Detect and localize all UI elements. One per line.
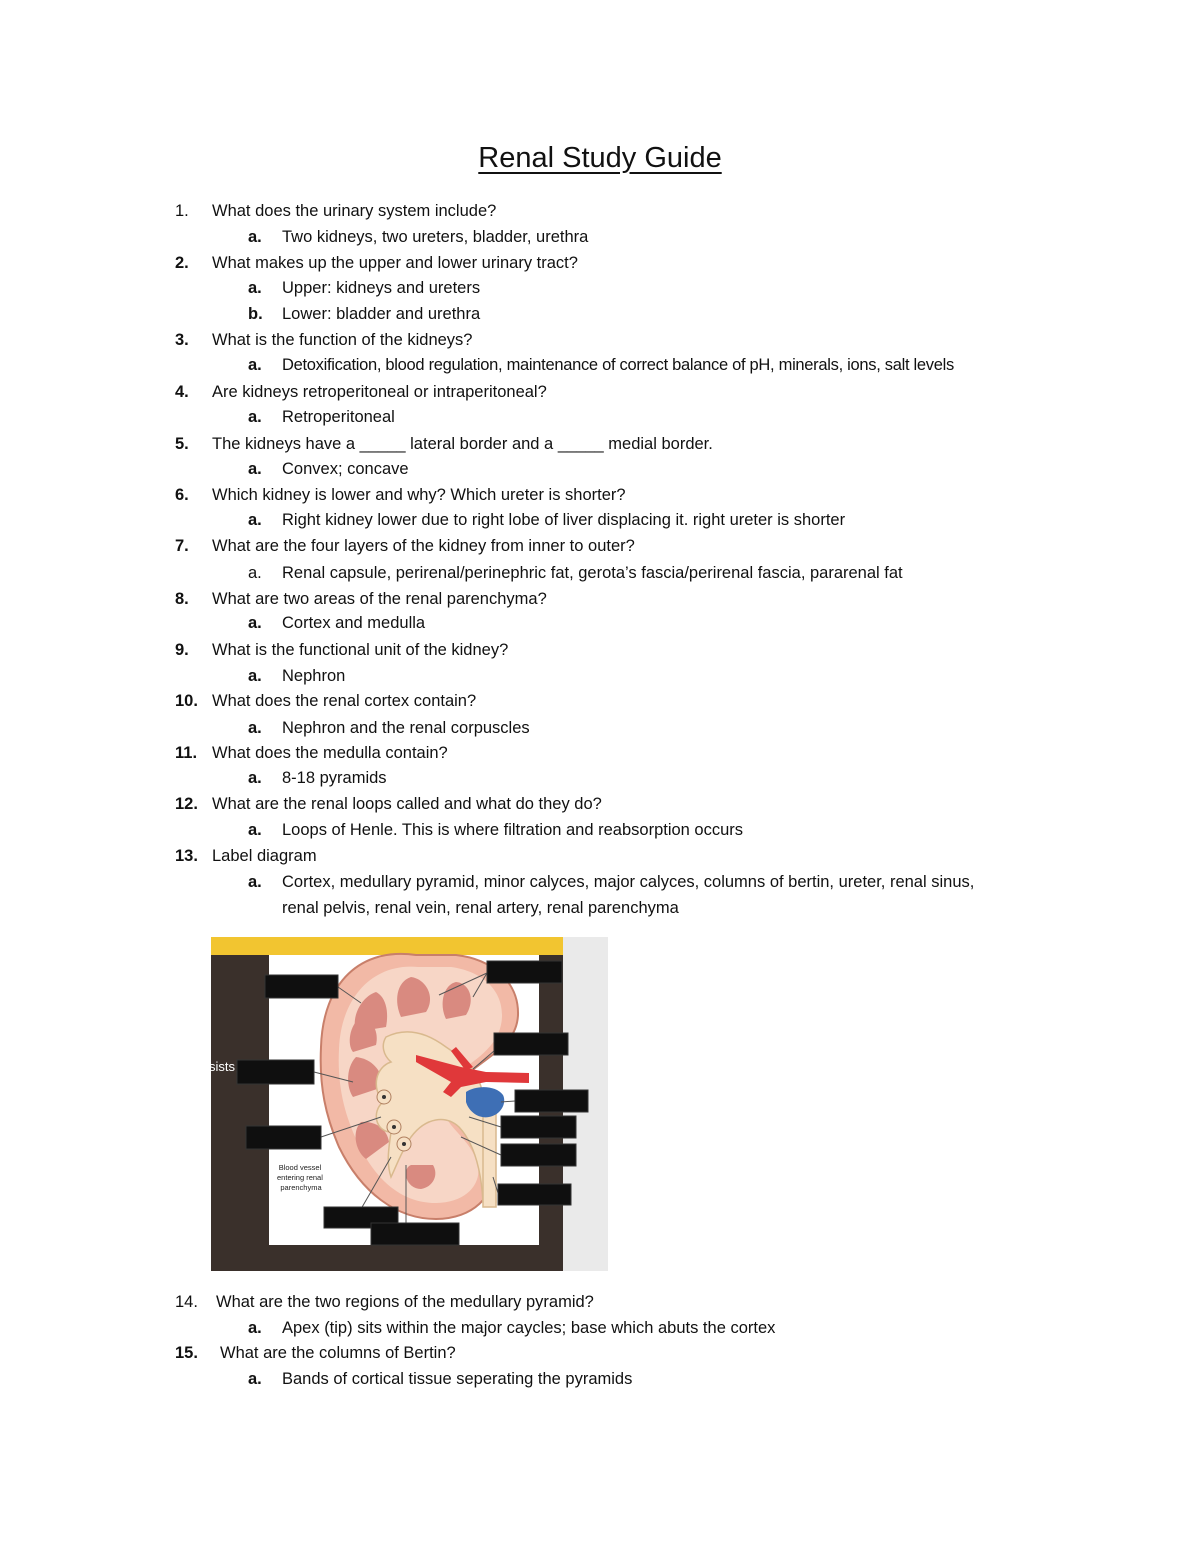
diagram-side-text: sists xyxy=(211,1059,235,1074)
kidney-diagram xyxy=(211,937,608,1271)
diagram-caption-line-3: parenchyma xyxy=(280,1183,322,1192)
page-title: Renal Study Guide xyxy=(478,142,722,174)
diagram-caption-line-2: entering renal xyxy=(277,1173,323,1182)
diagram-caption-line-1: Blood vessel xyxy=(278,1163,322,1172)
svg-text:Blood vessel entering re xyxy=(277,1163,325,1192)
